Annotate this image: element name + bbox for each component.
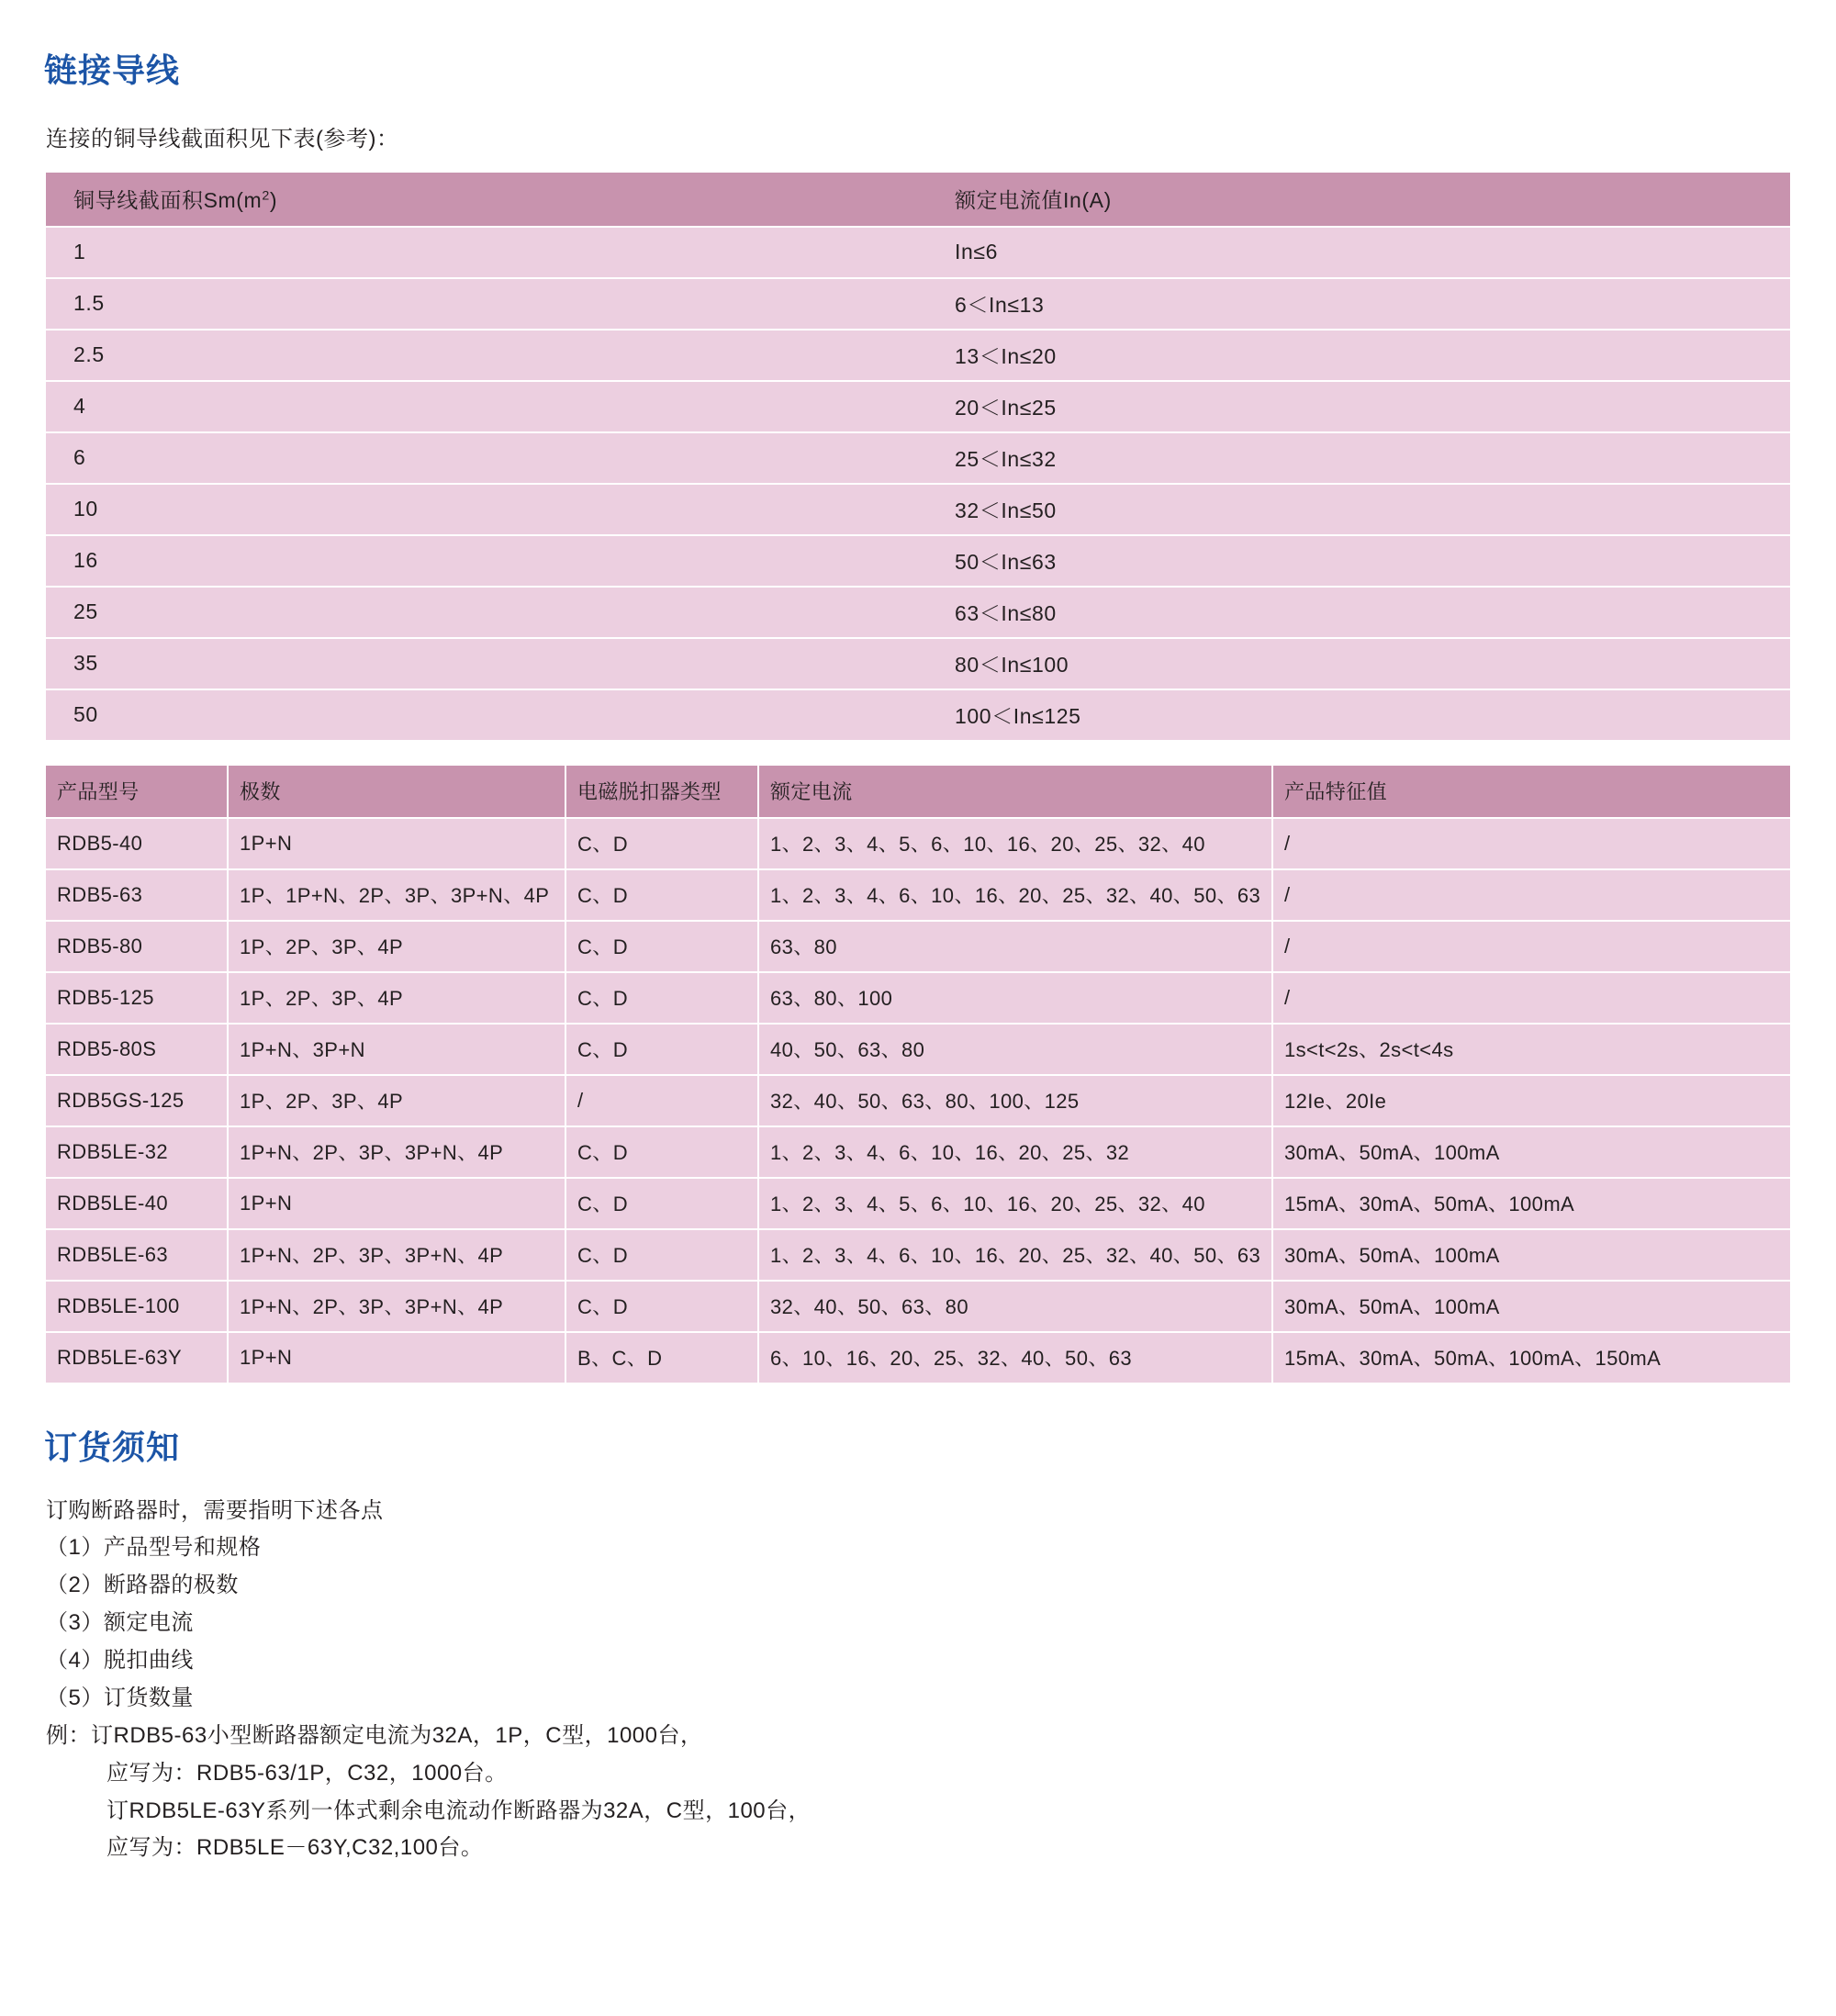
cell-trip-type: C、D [565, 1229, 758, 1281]
cell-trip-type: C、D [565, 869, 758, 921]
cell-section-area: 50 [46, 689, 927, 741]
cell-section-area: 25 [46, 587, 927, 638]
cell-rated-current: 50＜In≤63 [927, 535, 1790, 587]
ordering-example-line-3: 订RDB5LE-63Y系列一体式剩余电流动作断路器为32A，C型，100台， [106, 1798, 812, 1823]
cell-poles: 1P+N、2P、3P、3P+N、4P [228, 1126, 565, 1178]
cell-rated-current: 20＜In≤25 [927, 381, 1790, 432]
cell-poles: 1P+N [228, 1178, 565, 1229]
ordering-item-3: （3）额定电流 [46, 1610, 194, 1636]
table-row [46, 227, 1790, 278]
table-row [46, 921, 1790, 972]
cell-feature-value: 30mA、50mA、100mA [1272, 1229, 1790, 1281]
cell-rated-current: 63、80 [758, 921, 1272, 972]
cell-rated-current: 63、80、100 [758, 972, 1272, 1024]
cell-model: RDB5-125 [46, 972, 228, 1024]
cell-feature-value: / [1272, 869, 1790, 921]
table-row [46, 1229, 1790, 1281]
cell-rated-current: 100＜In≤125 [927, 689, 1790, 741]
page-title-ordering: 订货须知 [44, 1428, 181, 1466]
cell-rated-current: 1、2、3、4、6、10、16、20、25、32、40、50、63 [758, 869, 1272, 921]
cell-section-area: 1.5 [46, 278, 927, 330]
cell-rated-current: 1、2、3、4、5、6、10、16、20、25、32、40 [758, 818, 1272, 869]
cell-rated-current: 32、40、50、63、80、100、125 [758, 1075, 1272, 1126]
cell-model: RDB5-80S [46, 1024, 228, 1075]
cell-trip-type: C、D [565, 972, 758, 1024]
cell-section-area: 16 [46, 535, 927, 587]
cell-trip-type: C、D [565, 921, 758, 972]
cell-poles: 1P+N [228, 818, 565, 869]
cell-rated-current: 6、10、16、20、25、32、40、50、63 [758, 1332, 1272, 1383]
cell-rated-current: 1、2、3、4、6、10、16、20、25、32 [758, 1126, 1272, 1178]
cell-model: RDB5-40 [46, 818, 228, 869]
cell-poles: 1P+N、3P+N [228, 1024, 565, 1075]
cell-trip-type: C、D [565, 1178, 758, 1229]
cell-feature-value: 1s<t<2s、2s<t<4s [1272, 1024, 1790, 1075]
cell-feature-value: 30mA、50mA、100mA [1272, 1126, 1790, 1178]
ordering-item-4: （4）脱扣曲线 [46, 1648, 194, 1674]
cell-rated-current: 25＜In≤32 [927, 432, 1790, 484]
cell-model: RDB5LE-32 [46, 1126, 228, 1178]
ordering-example-line-4: 应写为：RDB5LE－63Y,C32,100台。 [106, 1835, 484, 1861]
cell-trip-type: / [565, 1075, 758, 1126]
table-row [46, 972, 1790, 1024]
cell-model: RDB5LE-63Y [46, 1332, 228, 1383]
cell-poles: 1P、2P、3P、4P [228, 1075, 565, 1126]
table-row [46, 1024, 1790, 1075]
cell-rated-current: In≤6 [927, 227, 1790, 278]
cell-model: RDB5GS-125 [46, 1075, 228, 1126]
cell-rated-current: 40、50、63、80 [758, 1024, 1272, 1075]
cell-rated-current: 80＜In≤100 [927, 638, 1790, 689]
ordering-example-line-1: 例：订RDB5-63小型断路器额定电流为32A，1P，C型，1000台， [46, 1722, 703, 1748]
table-header-row [46, 766, 1790, 818]
ordering-example-line-2: 应写为：RDB5-63/1P，C32，1000台。 [106, 1760, 508, 1786]
column-header-section-area: 铜导线截面积$Sm(m^2)$ [46, 173, 927, 227]
cell-trip-type: C、D [565, 1281, 758, 1332]
superscript-two: 2 [262, 188, 270, 204]
cell-rated-current: 63＜In≤80 [927, 587, 1790, 638]
cell-trip-type: C、D [565, 1126, 758, 1178]
cell-model: RDB5-63 [46, 869, 228, 921]
cell-feature-value: 15mA、30mA、50mA、100mA、150mA [1272, 1332, 1790, 1383]
cell-model: RDB5LE-63 [46, 1229, 228, 1281]
table-row [46, 689, 1790, 741]
cell-poles: 1P、2P、3P、4P [228, 921, 565, 972]
cell-section-area: 2.5 [46, 330, 927, 381]
ordering-item-1: （1）产品型号和规格 [46, 1535, 262, 1561]
column-header-model: 产品型号 [46, 766, 228, 818]
cell-trip-type: B、C、D [565, 1332, 758, 1383]
cell-poles: 1P、1P+N、2P、3P、3P+N、4P [228, 869, 565, 921]
table-row [46, 638, 1790, 689]
cell-section-area: 4 [46, 381, 927, 432]
cell-feature-value: / [1272, 921, 1790, 972]
wire-cross-section-table [46, 173, 1790, 742]
cell-rated-current: 6＜In≤13 [927, 278, 1790, 330]
cell-section-area: 10 [46, 484, 927, 535]
cell-rated-current: 13＜In≤20 [927, 330, 1790, 381]
table-row [46, 1332, 1790, 1383]
column-header-poles: 极数 [228, 766, 565, 818]
table-row [46, 535, 1790, 587]
column-header-trip-type: 电磁脱扣器类型 [565, 766, 758, 818]
cell-section-area: 35 [46, 638, 927, 689]
column-header-feature-value: 产品特征值 [1272, 766, 1790, 818]
table-row [46, 1281, 1790, 1332]
cell-trip-type: C、D [565, 1024, 758, 1075]
table-row [46, 381, 1790, 432]
table-row [46, 330, 1790, 381]
table-row [46, 432, 1790, 484]
cell-section-area: 6 [46, 432, 927, 484]
cell-model: RDB5LE-40 [46, 1178, 228, 1229]
table-row [46, 1126, 1790, 1178]
table-row [46, 1075, 1790, 1126]
table-header-row [46, 173, 1790, 227]
table-row [46, 587, 1790, 638]
page-title-wire: 链接导线 [44, 51, 181, 89]
cell-poles: 1P、2P、3P、4P [228, 972, 565, 1024]
ordering-item-5: （5）订货数量 [46, 1685, 194, 1710]
cell-feature-value: / [1272, 972, 1790, 1024]
ordering-item-2: （2）断路器的极数 [46, 1573, 239, 1598]
ordering-notes-section [44, 1427, 1781, 1867]
cell-feature-value: 15mA、30mA、50mA、100mA [1272, 1178, 1790, 1229]
column-header-rated-current: 额定电流值In(A) [927, 173, 1790, 227]
cell-section-area: 1 [46, 227, 927, 278]
cell-poles: 1P+N、2P、3P、3P+N、4P [228, 1281, 565, 1332]
cell-rated-current: 32＜In≤50 [927, 484, 1790, 535]
cell-trip-type: C、D [565, 818, 758, 869]
cell-feature-value: 12Ie、20Ie [1272, 1075, 1790, 1126]
cell-rated-current: 1、2、3、4、5、6、10、16、20、25、32、40 [758, 1178, 1272, 1229]
table-row [46, 278, 1790, 330]
table-row [46, 818, 1790, 869]
table-row [46, 869, 1790, 921]
column-header-rated-current: 额定电流 [758, 766, 1272, 818]
cell-poles: 1P+N、2P、3P、3P+N、4P [228, 1229, 565, 1281]
cell-model: RDB5LE-100 [46, 1281, 228, 1332]
cell-rated-current: 32、40、50、63、80 [758, 1281, 1272, 1332]
product-specification-table [46, 766, 1790, 1384]
cell-feature-value: / [1272, 818, 1790, 869]
table-row [46, 484, 1790, 535]
ordering-lead-text: 订购断路器时，需要指明下述各点 [46, 1497, 384, 1523]
table-row [46, 1178, 1790, 1229]
cell-rated-current: 1、2、3、4、6、10、16、20、25、32、40、50、63 [758, 1229, 1272, 1281]
cell-model: RDB5-80 [46, 921, 228, 972]
wire-intro-text: 连接的铜导线截面积见下表(参考)： [46, 126, 399, 151]
cell-poles: 1P+N [228, 1332, 565, 1383]
cell-feature-value: 30mA、50mA、100mA [1272, 1281, 1790, 1332]
